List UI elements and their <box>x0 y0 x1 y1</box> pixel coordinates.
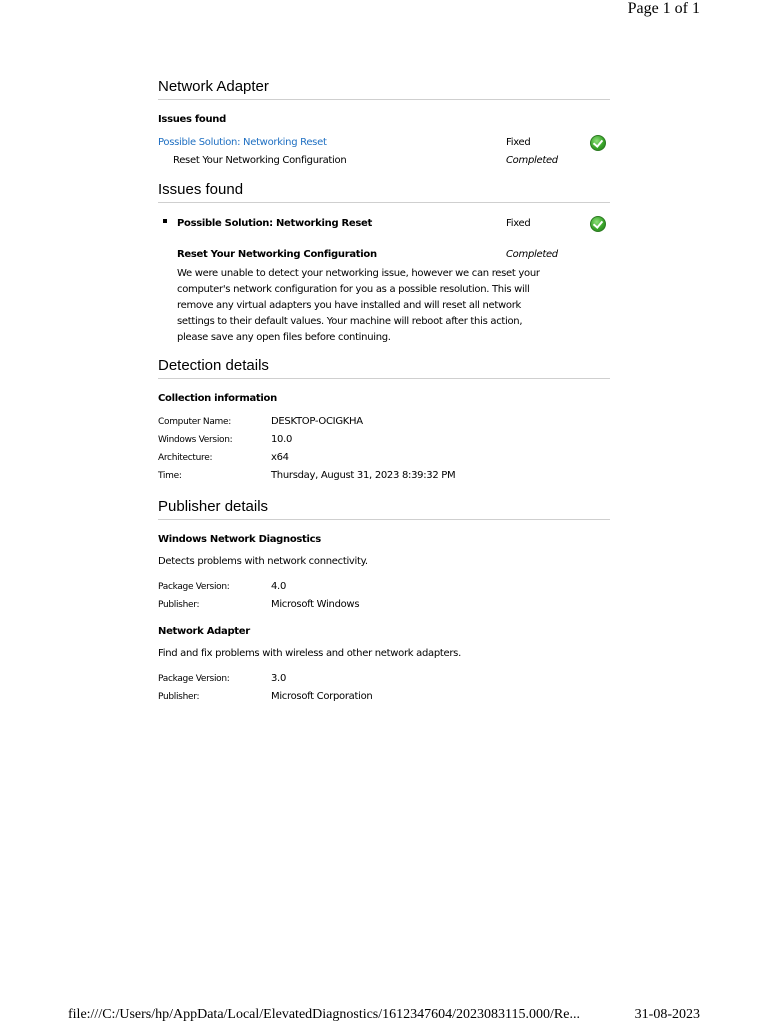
detail-value: x64 <box>271 452 289 463</box>
diagnostics-report <box>158 77 610 706</box>
publisher-section-title: Publisher details <box>158 497 610 520</box>
package-row <box>158 596 610 614</box>
detail-label: Time: <box>158 471 182 481</box>
description-line: settings to their default values. Your machine will reboot after this action, <box>177 316 523 327</box>
detection-section-title: Detection details <box>158 356 610 379</box>
page-number: Page 1 of 1 <box>627 0 700 17</box>
issue-solution-status: Fixed <box>506 218 531 229</box>
issues-action-row <box>158 246 610 264</box>
package-row <box>158 688 610 706</box>
issue-description <box>158 266 610 346</box>
package-label: Package Version: <box>158 674 230 684</box>
bullet-icon <box>163 219 167 223</box>
package-description: Find and fix problems with wireless and other network adapters. <box>158 648 461 659</box>
package-description: Detects problems with network connectivity. <box>158 556 368 567</box>
description-line: We were unable to detect your networking issue, however we can reset your <box>177 268 540 279</box>
summary-solution-row <box>158 134 610 152</box>
package-label: Publisher: <box>158 692 200 702</box>
detail-row <box>158 449 610 467</box>
detail-label: Architecture: <box>158 453 213 463</box>
issue-action-label: Reset Your Networking Configuration <box>177 249 377 260</box>
detail-label: Computer Name: <box>158 417 231 427</box>
check-circle-icon <box>590 216 606 238</box>
detail-row <box>158 431 610 449</box>
summary-section-title: Network Adapter <box>158 77 610 100</box>
action-status: Completed <box>506 155 558 166</box>
detail-value: DESKTOP-OCIGKHA <box>271 416 363 427</box>
description-line: remove any virtual adapters you have installed and will reset all network <box>177 300 522 311</box>
issues-solution-row <box>158 215 610 233</box>
summary-subheading: Issues found <box>158 114 226 125</box>
action-label: Reset Your Networking Configuration <box>173 155 347 166</box>
description-line: please save any open files before continuing. <box>177 332 391 343</box>
package-value: Microsoft Corporation <box>271 691 373 702</box>
package-label: Publisher: <box>158 600 200 610</box>
page-footer <box>68 1006 700 1024</box>
print-date: 31-08-2023 <box>634 1007 700 1022</box>
package-value: 4.0 <box>271 581 287 592</box>
summary-action-row <box>158 152 610 170</box>
file-path: file:///C:/Users/hp/AppData/Local/ElevatedDiagnostics/1612347604/2023083115.000/Re... <box>68 1007 580 1022</box>
package-value: Microsoft Windows <box>271 599 360 610</box>
package-value: 3.0 <box>271 673 287 684</box>
package-name: Windows Network Diagnostics <box>158 534 321 545</box>
package-name: Network Adapter <box>158 626 250 637</box>
issue-action-status: Completed <box>506 249 558 260</box>
detail-value: Thursday, August 31, 2023 8:39:32 PM <box>271 470 456 481</box>
detail-row <box>158 467 610 485</box>
package-row <box>158 670 610 688</box>
issue-solution-label: Possible Solution: Networking Reset <box>177 218 372 229</box>
detail-value: 10.0 <box>271 434 293 445</box>
solution-link[interactable]: Possible Solution: Networking Reset <box>158 137 327 148</box>
description-line: computer's network configuration for you as a possible resolution. This will <box>177 284 530 295</box>
solution-status: Fixed <box>506 137 531 148</box>
package-label: Package Version: <box>158 582 230 592</box>
collection-subheading: Collection information <box>158 393 277 404</box>
issues-section-title: Issues found <box>158 180 610 203</box>
detail-label: Windows Version: <box>158 435 233 445</box>
detail-row <box>158 413 610 431</box>
package-row <box>158 578 610 596</box>
